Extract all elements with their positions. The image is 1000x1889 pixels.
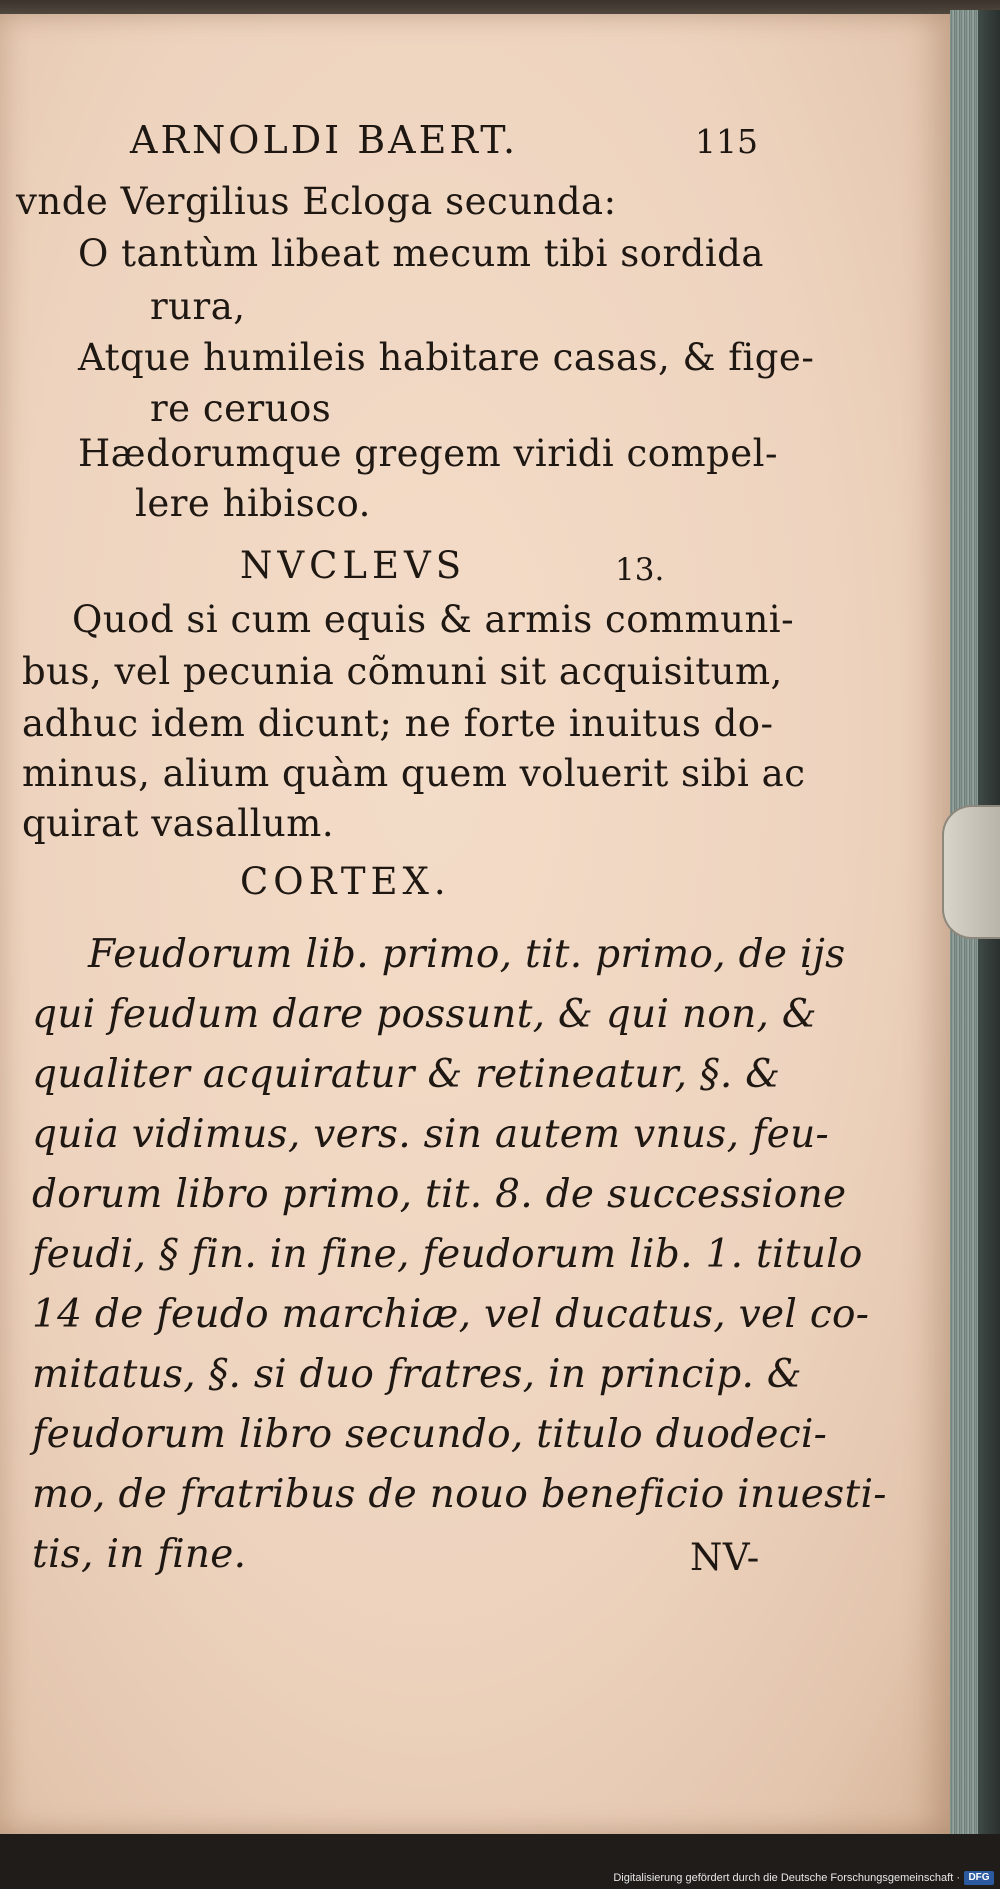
section-heading-cortex: CORTEX. [240,860,451,903]
verse-line: Atque humileis habitare casas, & fige- [78,336,815,379]
section-number: 13. [615,552,665,588]
body-line: bus, vel pecunia cõmuni sit acquisitum, [22,650,783,693]
citation-line: quia vidimus, vers. sin autem vnus, feu- [32,1112,830,1157]
page-number: 115 [695,122,758,161]
dfg-logo: DFG [964,1871,994,1885]
citation-line: mo, de fratribus de nouo beneficio inuesti- [32,1472,887,1517]
verse-line: lere hibisco. [135,482,371,525]
running-head-title: ARNOLDI BAERT. [130,118,519,162]
citation-line: 14 de feudo marchiæ, vel ducatus, vel co- [32,1292,870,1337]
body-line: minus, alium quàm quem voluerit sibi ac [22,752,806,795]
verse-line: Hædorumque gregem viridi compel- [78,432,779,475]
body-line: adhuc idem dicunt; ne forte inuitus do- [22,702,774,745]
verse-line: rura, [150,285,246,328]
citation-line: feudi, § fin. in fine, feudorum lib. 1. titulo [32,1232,863,1277]
verse-line: O tantùm libeat mecum tibi sordida [78,232,764,275]
citation-line: Feudorum lib. primo, tit. primo, de ijs [88,932,846,977]
body-line: quirat vasallum. [22,802,335,845]
digitization-credit: Digitalisierung gefördert durch die Deutsche Forschungsgemeinschaft · [613,1872,960,1884]
citation-line: qui feudum dare possunt, & qui non, & [32,992,817,1037]
catchword: NV- [690,1536,760,1579]
body-line: Quod si cum equis & armis communi- [72,598,795,641]
book-clasp [942,805,1000,939]
citation-line: qualiter acquiratur & retineatur, §. & [32,1052,781,1097]
citation-line: dorum libro primo, tit. 8. de successione [32,1172,847,1217]
citation-line: tis, in fine. [32,1532,247,1577]
verse-line: re ceruos [150,387,332,430]
citation-line: mitatus, §. si duo fratres, in princip. & [32,1352,802,1397]
verse-intro: vnde Vergilius Ecloga secunda: [16,180,617,223]
section-heading-nucleus: NVCLEVS [240,544,467,587]
citation-line: feudorum libro secundo, titulo duodeci- [32,1412,828,1457]
